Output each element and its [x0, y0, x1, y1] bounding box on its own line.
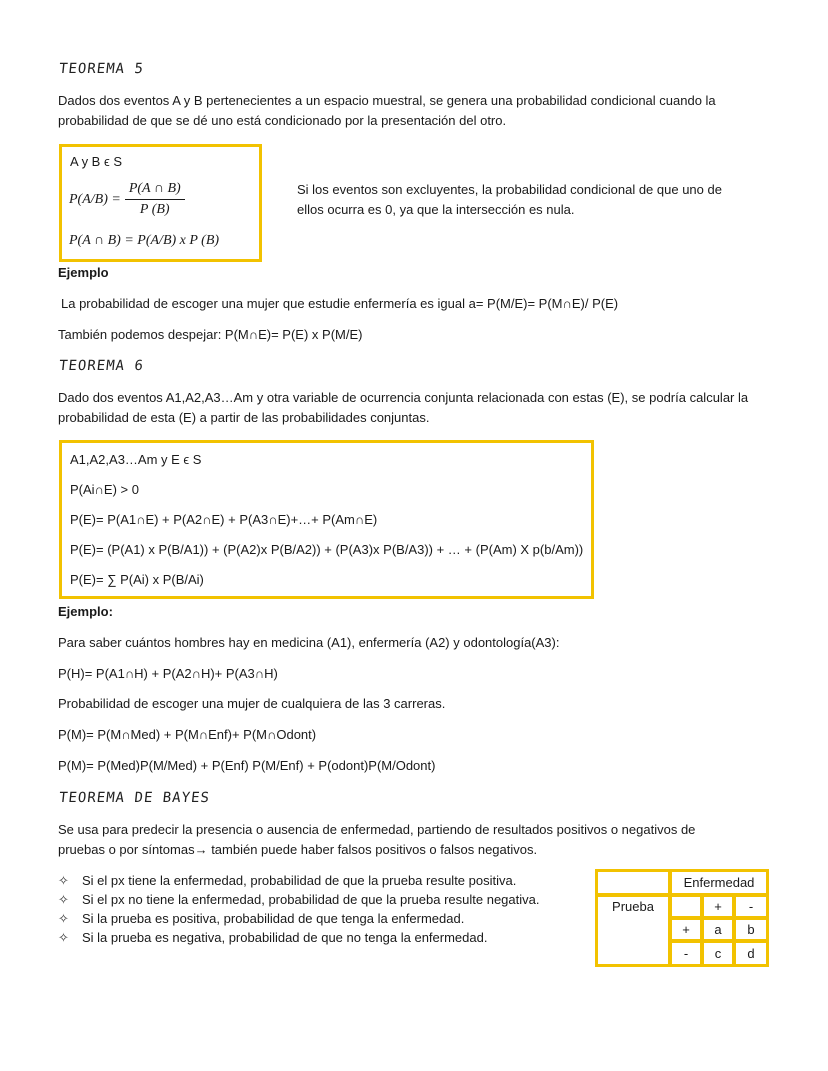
intersection-formula: P(A ∩ B) = P(A/B) x P (B) [69, 233, 220, 248]
fraction [125, 181, 185, 218]
sparkle-icon: ✧ [58, 873, 69, 888]
theorem-6-intro [58, 388, 808, 428]
fraction-denominator: P (B) [139, 202, 170, 217]
exclusive-events-note [297, 180, 722, 220]
box-line-1: A1,A2,A3…Am y E ϵ S [70, 452, 202, 467]
box-line-5: P(E)= ∑ P(Ai) x P(B/Ai) [70, 572, 204, 587]
empty-cell [670, 895, 702, 918]
example-line-3: Probabilidad de escoger una mujer de cualquiera de las 3 carreras. [58, 696, 446, 711]
example-text: La probabilidad de escoger una mujer que estudie enfermería es igual a= P(M/E)= P(M∩E)/ P(E) [61, 296, 619, 311]
theorem-5-intro [58, 91, 798, 131]
column-negative: - [734, 895, 766, 918]
bayes-intro-line-2: pruebas o por síntomas→ también puede haber falsos positivos o falsos negativos. [58, 842, 538, 857]
sparkle-icon: ✧ [58, 911, 69, 926]
theorem-5-intro-line-1: Dados dos eventos A y B pertenecientes a un espacio muestral, se genera una probabilidad condicional cuando la [58, 93, 716, 108]
theorem-6-heading: TEOREMA 6 [58, 358, 145, 374]
list-item-text: Si el px no tiene la enfermedad, probabilidad de que la prueba resulte negativa. [82, 892, 540, 907]
list-item [58, 928, 539, 947]
cell-d: d [734, 941, 766, 964]
column-header-enfermedad: Enfermedad [670, 872, 766, 895]
row-header-prueba: Prueba [598, 895, 670, 964]
cell-a: a [702, 918, 734, 941]
cell-c: c [702, 941, 734, 964]
example-line-2: P(H)= P(A1∩H) + P(A2∩H)+ P(A3∩H) [58, 666, 278, 681]
fraction-numerator: P(A ∩ B) [125, 181, 185, 200]
contingency-grid [598, 872, 766, 964]
list-item-text: Si el px tiene la enfermedad, probabilidad de que la prueba resulte positiva. [82, 873, 517, 888]
example-line-4: P(M)= P(M∩Med) + P(M∩Enf)+ P(M∩Odont) [58, 727, 317, 742]
list-item-text: Si la prueba es positiva, probabilidad de que tenga la enfermedad. [82, 911, 465, 926]
example-line-1: Para saber cuántos hombres hay en medicina (A1), enfermería (A2) y odontología(A3): [58, 635, 560, 650]
formula-lhs: P(A/B) = [69, 191, 121, 207]
sparkle-icon: ✧ [58, 930, 69, 945]
theorem-6-intro-line-1: Dado dos eventos A1,A2,A3…Am y otra variable de ocurrencia conjunta relacionada con estas (E), se podría calcular la [58, 390, 749, 405]
sparkle-icon: ✧ [58, 892, 69, 907]
note-line-2: ellos ocurra es 0, ya que la intersección es nula. [297, 202, 575, 217]
note-line-1: Si los eventos son excluyentes, la probabilidad condicional de que uno de [297, 182, 722, 197]
corner-cell [598, 872, 670, 895]
conditional-probability-formula [69, 181, 185, 218]
box-line-3: P(E)= P(A1∩E) + P(A2∩E) + P(A3∩E)+…+ P(Am∩E) [70, 512, 378, 527]
box-line-4: P(E)= (P(A1) x P(B/A1)) + (P(A2)x P(B/A2)) + (P(A3)x P(B/A3)) + … + (P(Am) X p(b/Am)) [70, 542, 584, 557]
theorem-6-intro-line-2: probabilidad de esta (E) a partir de las probabilidades conjuntas. [58, 410, 430, 425]
list-item-text: Si la prueba es negativa, probabilidad de que no tenga la enfermedad. [82, 930, 488, 945]
example-label: Ejemplo [58, 265, 109, 280]
list-item [58, 909, 539, 928]
row-positive: + [670, 918, 702, 941]
box-line-2: P(Ai∩E) > 0 [70, 482, 139, 497]
theorem-6-formula-box [59, 440, 594, 599]
column-positive: + [702, 895, 734, 918]
events-in-sample-space: A y B ϵ S [70, 154, 122, 169]
example-line-5: P(M)= P(Med)P(M/Med) + P(Enf) P(M/Enf) + P(odont)P(M/Odont) [58, 758, 436, 773]
theorem-5-formula-box [59, 144, 262, 262]
bayes-bullet-list [58, 871, 539, 947]
list-item [58, 890, 539, 909]
theorem-5-intro-line-2: probabilidad de que se dé uno está condicionado por la presentación del otro. [58, 113, 507, 128]
bayes-heading: TEOREMA DE BAYES [58, 790, 211, 806]
bayes-contingency-table [595, 869, 769, 967]
bayes-intro [58, 820, 798, 860]
row-negative: - [670, 941, 702, 964]
list-item [58, 871, 539, 890]
cell-b: b [734, 918, 766, 941]
example-text-2: También podemos despejar: P(M∩E)= P(E) x P(M/E) [58, 327, 363, 342]
bayes-intro-line-1: Se usa para predecir la presencia o ausencia de enfermedad, partiendo de resultados positivos o negativos de [58, 822, 696, 837]
theorem-5-heading: TEOREMA 5 [58, 61, 145, 77]
example-label-2: Ejemplo: [58, 604, 113, 619]
